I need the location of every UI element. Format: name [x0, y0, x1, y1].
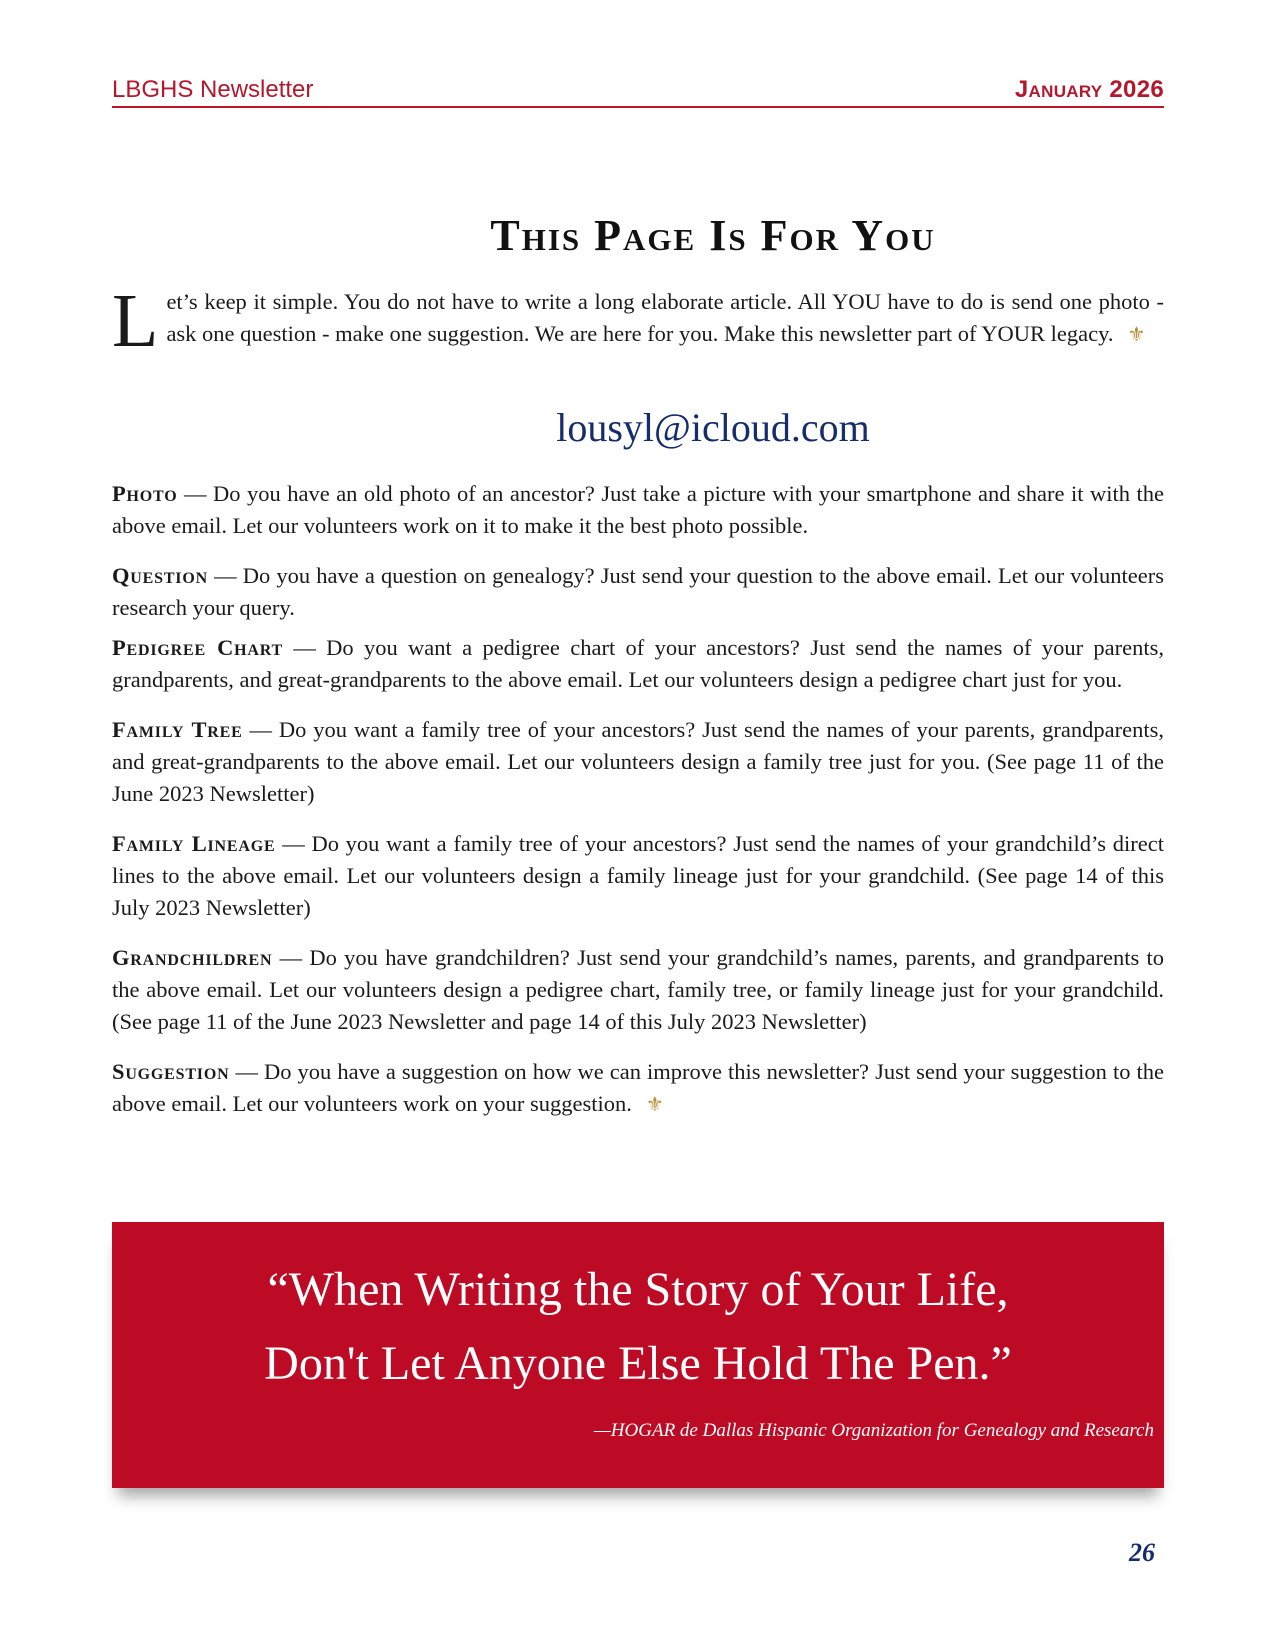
- page-title: This Page Is For You: [490, 211, 936, 260]
- page-header: [112, 72, 1164, 108]
- item-text: — Do you have grandchildren? Just send your grandchild’s names, parents, and grandparents to the above email. Let our volunteers design a pedigree chart, family tree, or family lineage just for your grandchild. (See page 11 of the June 2023 Newsletter and page 14 of this July 2023 Newsletter): [112, 945, 1164, 1034]
- submission-options: [112, 478, 1164, 1121]
- quote-attribution: —HOGAR de Dallas Hispanic Organization for Genealogy and Research: [593, 1420, 1154, 1441]
- item-family-tree: [112, 714, 1164, 810]
- item-label: Photo: [112, 481, 178, 506]
- quote-line-2: Don't Let Anyone Else Hold The Pen.”: [264, 1337, 1012, 1390]
- item-text: — Do you want a family tree of your ancestors? Just send the names of your parents, grandparents, and great-grandparents to the above email. Let our volunteers design a family tree just for you. (See page 11 of the June 2023 Newsletter): [112, 717, 1165, 806]
- item-label: Question: [112, 563, 208, 588]
- quote-line-1: “When Writing the Story of Your Life,: [267, 1263, 1009, 1316]
- item-suggestion: [112, 1056, 1164, 1121]
- fleur-de-lis-icon: ⚜: [645, 1094, 664, 1116]
- fleur-de-lis-icon: ⚜: [1127, 324, 1146, 346]
- item-family-lineage: [112, 828, 1164, 924]
- item-text: — Do you have an old photo of an ancestor? Just take a picture with your smartphone and share it with the above email. Let our volunteers work on it to make it the best photo possible.: [112, 481, 1164, 538]
- drop-cap: L: [112, 279, 159, 363]
- item-label: Pedigree Chart: [112, 635, 283, 660]
- item-label: Suggestion: [112, 1059, 230, 1084]
- contact-email[interactable]: lousyl@icloud.com: [556, 405, 870, 450]
- issue-date: January 2026: [1014, 76, 1164, 103]
- publication-name: LBGHS Newsletter: [112, 76, 314, 103]
- item-text: — Do you want a family tree of your ancestors? Just send the names of your grandchild’s direct lines to the above email. Let our volunteers design a family lineage just for your grandchild. (See page 14 of this July 2023 Newsletter): [112, 831, 1165, 920]
- item-text: — Do you want a pedigree chart of your ancestors? Just send the names of your parents, grandparents, and great-grandparents to the above email. Let our volunteers design a pedigree chart just for you.: [112, 635, 1164, 692]
- intro-paragraph: [112, 279, 1164, 363]
- item-label: Family Lineage: [112, 831, 276, 856]
- item-label: Grandchildren: [112, 945, 273, 970]
- item-photo: [112, 478, 1164, 542]
- item-question: [112, 560, 1164, 624]
- item-text: — Do you have a suggestion on how we can improve this newsletter? Just send your suggestion to the above email. Let our volunteers work on your suggestion.: [112, 1059, 1164, 1116]
- intro-text: et’s keep it simple. You do not have to write a long elaborate article. All YOU have to do is send one photo - ask one question - make one suggestion. We are here for you. Make this newsletter part of YOUR legacy.: [166, 289, 1164, 346]
- quote-banner: [112, 1222, 1164, 1488]
- page-number: 26: [1129, 1538, 1155, 1567]
- item-label: Family Tree: [112, 717, 243, 742]
- item-pedigree-chart: [112, 632, 1164, 696]
- item-text: — Do you have a question on genealogy? Just send your question to the above email. Let our volunteers research your query.: [112, 563, 1164, 620]
- item-grandchildren: [112, 942, 1164, 1038]
